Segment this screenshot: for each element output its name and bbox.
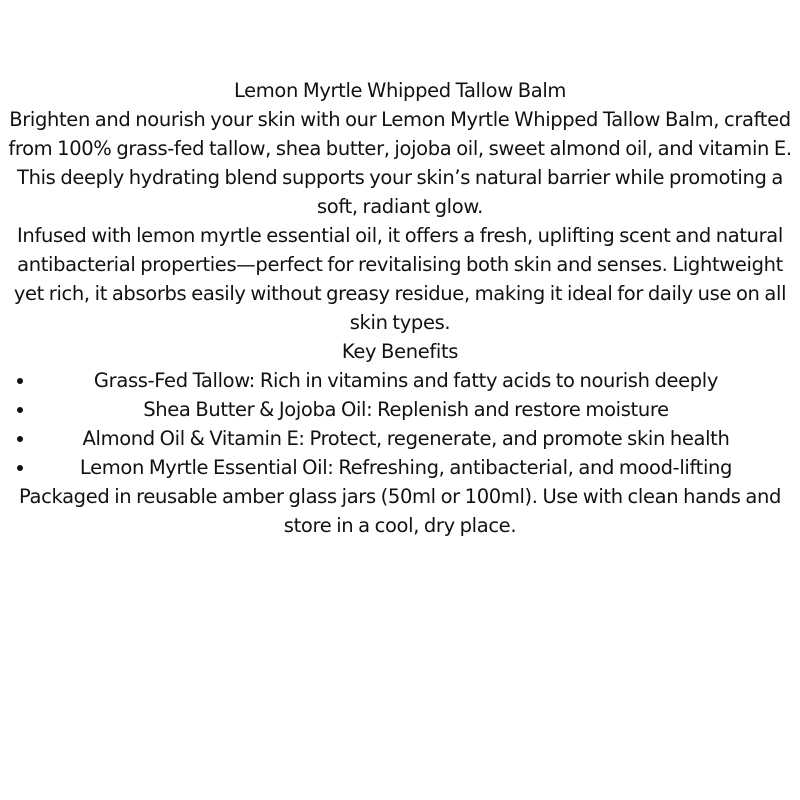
packaging-paragraph: Packaged in reusable amber glass jars (50ml or 100ml). Use with clean hands and store in a cool, dry place. bbox=[18, 485, 782, 537]
benefit-text: Almond Oil & Vitamin E: Protect, regenerate, and promote skin health bbox=[82, 427, 730, 450]
benefits-heading: Key Benefits bbox=[341, 340, 459, 363]
product-description bbox=[0, 76, 800, 540]
bullet-icon bbox=[17, 407, 23, 413]
benefit-text: Shea Butter & Jojoba Oil: Replenish and restore moisture bbox=[143, 398, 669, 421]
scent-paragraph: Infused with lemon myrtle essential oil, it offers a fresh, uplifting scent and natural antibacterial properties—perfect for revitalising both skin and senses. Lightweight yet rich, it absorbs easily without greasy residue, making it ideal for daily use on all skin types. bbox=[13, 224, 787, 334]
benefit-text: Grass-Fed Tallow: Rich in vitamins and fatty acids to nourish deeply bbox=[93, 369, 719, 392]
benefit-text: Lemon Myrtle Essential Oil: Refreshing, antibacterial, and mood-lifting bbox=[79, 456, 733, 479]
bullet-icon bbox=[17, 465, 23, 471]
benefit-item bbox=[0, 395, 800, 424]
bullet-icon bbox=[17, 436, 23, 442]
bullet-icon bbox=[17, 378, 23, 384]
benefits-list bbox=[0, 366, 800, 482]
benefit-item bbox=[0, 366, 800, 395]
benefit-item bbox=[0, 453, 800, 482]
intro-paragraph: Brighten and nourish your skin with our Lemon Myrtle Whipped Tallow Balm, crafted from 100% grass-fed tallow, shea butter, jojoba oil, sweet almond oil, and vitamin E. This deeply hydrating blend supports your skin’s natural barrier while promoting a soft, radiant glow. bbox=[8, 108, 792, 218]
product-title: Lemon Myrtle Whipped Tallow Balm bbox=[233, 79, 567, 102]
benefit-item bbox=[0, 424, 800, 453]
